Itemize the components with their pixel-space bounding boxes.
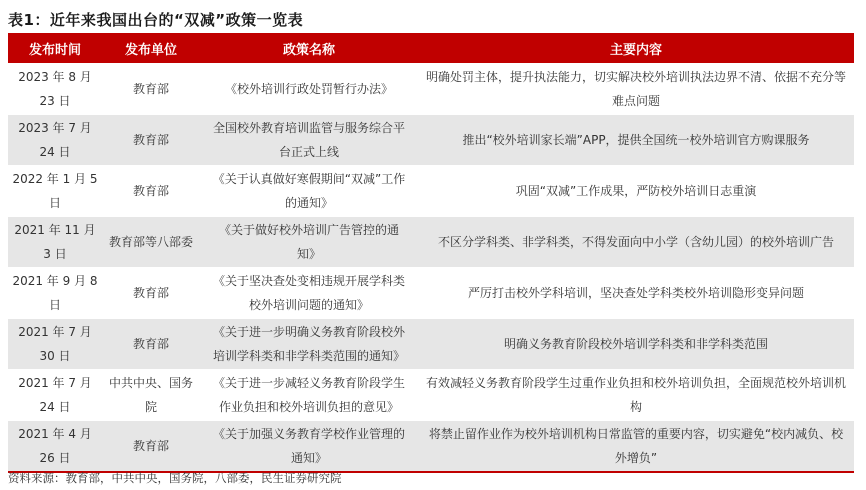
header-content: 主要内容 [609,42,662,58]
policy-table [8,33,854,473]
cell-policy: 全国校外教育培训监管与服务综合平台正式上线 [212,121,405,159]
cell-time: 2022 年 1 月 5 日 [12,172,98,210]
table-row [8,63,854,114]
cell-unit: 教育部 [132,439,169,453]
cell-policy: 《关于做好校外培训广告管控的通知》 [218,223,399,261]
cell-unit: 教育部 [132,82,169,96]
cell-policy: 《校外培训行政处罚暂行办法》 [224,82,393,96]
cell-policy: 《关于坚决查处变相违规开展学科类校外培训问题的通知》 [212,274,405,312]
cell-time: 2021 年 11 月 3 日 [14,223,96,261]
cell-unit: 教育部 [132,286,169,300]
cell-policy: 《关于加强义务教育学校作业管理的通知》 [212,427,405,465]
cell-time: 2021 年 4 月 26 日 [18,427,92,465]
cell-unit: 教育部等八部委 [108,235,193,249]
table-header [8,33,854,63]
cell-unit: 中共中央、国务院 [108,376,193,414]
table-row [8,267,854,318]
cell-content: 明确处罚主体，提升执法能力，切实解决校外培训执法边界不清、依据不充分等难点问题 [426,70,847,108]
cell-content: 严厉打击校外学科培训，坚决查处学科类校外培训隐形变异问题 [467,286,804,300]
cell-policy: 《关于进一步减轻义务教育阶段学生作业负担和校外培训负担的意见》 [212,376,405,414]
cell-unit: 教育部 [132,133,169,147]
cell-content: 明确义务教育阶段校外培训学科类和非学科类范围 [503,337,768,351]
source-note: 资料来源：教育部，中共中央，国务院，八部委，民生证券研究院 [8,471,342,485]
cell-unit: 教育部 [132,184,169,198]
cell-content: 巩固“双减”工作成果，严防校外培训日志重演 [515,184,757,198]
cell-time: 2021 年 7 月 30 日 [18,325,92,363]
cell-content: 不区分学科类、非学科类，不得发面向中小学（含幼儿园）的校外培训广告 [437,235,834,249]
cell-time: 2023 年 7 月 24 日 [18,121,92,159]
table-row [8,165,854,216]
cell-unit: 教育部 [132,337,169,351]
cell-policy: 《关于进一步明确义务教育阶段校外培训学科类和非学科类范围的通知》 [212,325,405,363]
cell-time: 2023 年 8 月 23 日 [18,70,92,108]
cell-content: 将禁止留作业作为校外培训机构日常监管的重要内容，切实避免“校内减负、校外增负” [428,427,844,465]
header-time: 发布时间 [28,42,81,58]
header-policy: 政策名称 [282,42,335,58]
table-row [8,216,854,267]
cell-policy: 《关于认真做好寒假期间“双减”工作的通知》 [212,172,406,210]
cell-time: 2021 年 7 月 24 日 [18,376,92,414]
table-row [8,114,854,165]
table-row [8,318,854,369]
cell-content: 有效减轻义务教育阶段学生过重作业负担和校外培训负担，全面规范校外培训机构 [426,376,847,414]
cell-content: 推出“校外培训家长端”APP，提供全国统一校外培训官方购课服务 [462,133,810,147]
table-row [8,420,854,471]
header-unit: 发布单位 [124,42,177,58]
table-row [8,369,854,420]
table-title: 表1：近年来我国出台的“双减”政策一览表 [8,11,304,29]
cell-time: 2021 年 9 月 8 日 [12,274,98,312]
